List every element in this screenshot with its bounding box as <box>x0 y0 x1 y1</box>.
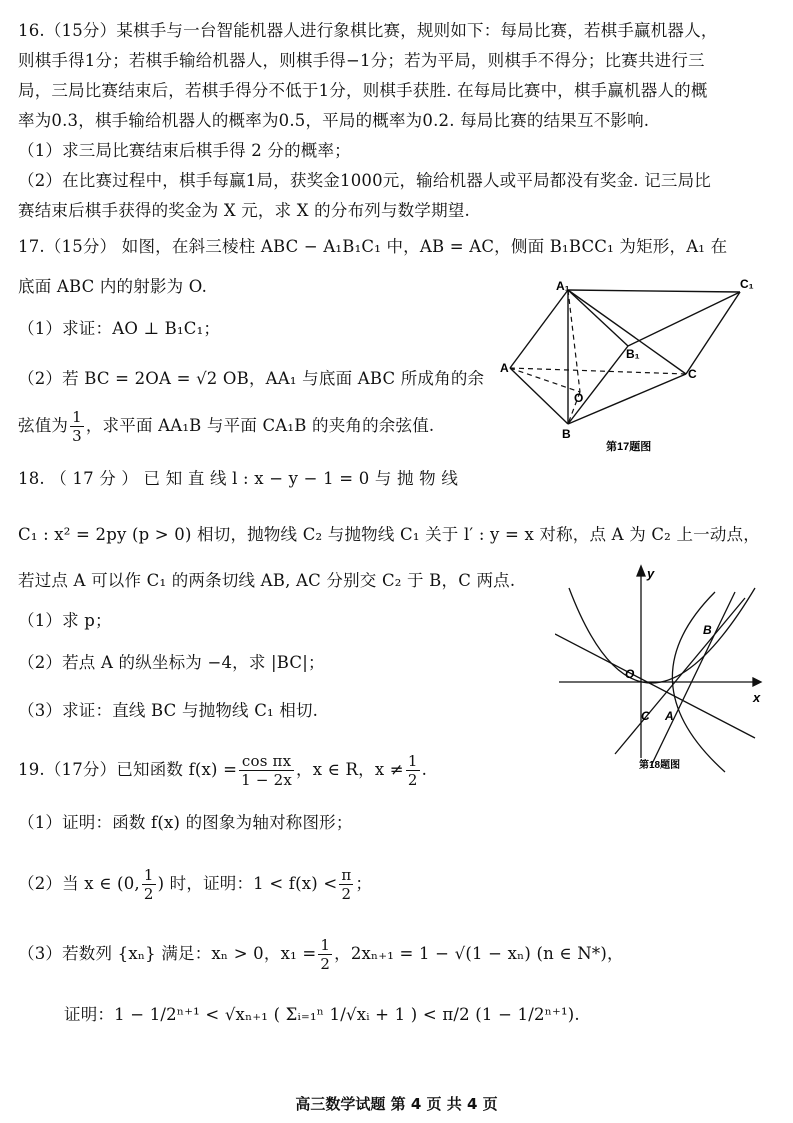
interval-fraction-num: 1 <box>143 866 154 884</box>
q19-part-3-proof: 证明：1 − 1/2ⁿ⁺¹ < √xₙ₊₁ ( Σᵢ₌₁ⁿ 1/√xᵢ + 1 ) < π/2 (1 − 1/2ⁿ⁺¹). <box>64 1005 580 1024</box>
label-B1: B₁ <box>626 347 640 361</box>
q17-line-2: 底面 ABC 内的射影为 O. <box>18 277 208 296</box>
q16-line-1: 16.（15分）某棋手与一台智能机器人进行象棋比赛，规则如下：每局比赛，若棋手赢机器人， <box>18 21 718 40</box>
label-B: B <box>562 427 571 441</box>
q16-line-4: 率为0.3，棋手输给机器人的概率为0.5，平局的概率为0.2. 每局比赛的结果互不影响. <box>18 111 650 130</box>
label-O: O <box>574 391 584 405</box>
cos-fraction-den: 3 <box>72 427 82 445</box>
label-A-18: A <box>665 709 674 723</box>
x1-fraction-num: 1 <box>320 936 331 954</box>
pi-fraction-num: π <box>341 866 352 884</box>
x1-fraction-den: 2 <box>320 955 331 973</box>
q19-line-1-post: ，x ∈ R，x ≠ <box>296 760 404 779</box>
label-O-18: O <box>625 667 635 681</box>
q18-part-2: （2）若点 A 的纵坐标为 −4，求 |BC|； <box>18 653 325 672</box>
q18-part-1: （1）求 p； <box>18 611 112 630</box>
q18-line-2: C₁ : x² = 2py (p > 0) 相切，抛物线 C₂ 与抛物线 C₁ 关于 l′ : y = x 对称，点 A 为 C₂ 上一动点， <box>18 525 760 544</box>
figure-17 <box>500 278 770 458</box>
function-fraction-den: 1 − 2x <box>241 771 292 789</box>
label-B-18: B <box>703 623 712 637</box>
q16-part-1: （1）求三局比赛结束后棋手得 2 分的概率； <box>18 141 351 160</box>
cos-fraction <box>70 408 84 445</box>
figure-18 <box>555 562 770 774</box>
q18-part-3: （3）求证：直线 BC 与抛物线 C₁ 相切. <box>18 701 319 720</box>
figure-17-svg <box>500 278 770 458</box>
q16-part-2-line-2: 赛结束后棋手获得的奖金为 X 元，求 X 的分布列与数学期望. <box>18 201 470 220</box>
interval-fraction-den: 2 <box>143 885 154 903</box>
function-fraction <box>239 752 294 789</box>
q17-part-1: （1）求证：AO ⊥ B₁C₁； <box>18 319 221 338</box>
q19-line-1 <box>18 752 427 789</box>
label-y: y <box>647 566 655 581</box>
q17-part-2b <box>18 408 434 445</box>
x1-fraction <box>318 936 332 973</box>
half-fraction-num: 1 <box>407 752 418 770</box>
q16-line-3: 局，三局比赛结束后，若棋手得分不低于1分，则棋手获胜. 在每局比赛中，棋手赢机器人的概 <box>18 81 708 100</box>
pi-fraction <box>339 866 353 903</box>
half-fraction-den: 2 <box>407 771 418 789</box>
q17-part-2b-pre: 弦值为 <box>18 416 69 435</box>
q17-line-1: 17.（15分） 如图，在斜三棱柱 ABC − A₁B₁C₁ 中，AB = AC，侧面 B₁BCC₁ 为矩形，A₁ 在 <box>18 237 728 256</box>
q18-line-3: 若过点 A 可以作 C₁ 的两条切线 AB, AC 分别交 C₂ 于 B，C 两点. <box>18 571 516 590</box>
figure-18-caption: 第18题图 <box>639 760 681 771</box>
half-fraction <box>406 752 420 789</box>
pi-fraction-den: 2 <box>341 885 352 903</box>
q16-part-2-line-1: （2）在比赛过程中，棋手每赢1局，获奖金1000元，输给机器人或平局都没有奖金. 记三局比 <box>18 171 711 190</box>
q18-line-1: 18. （ 17 分 ） 已 知 直 线 l : x − y − 1 = 0 与 抛 物 线 <box>18 469 459 488</box>
q19-part-3-post: ，2xₙ₊₁ = 1 − √(1 − xₙ) (n ∈ N*)， <box>334 944 624 963</box>
q19-part-2-pre: （2）当 x ∈ (0, <box>18 874 140 893</box>
label-A1: A₁ <box>556 279 570 293</box>
q19-line-1-end: . <box>421 760 428 779</box>
q19-part-2 <box>18 866 372 903</box>
function-fraction-num: cos πx <box>239 752 294 771</box>
label-C1: C₁ <box>740 278 754 291</box>
figure-18-svg <box>555 562 770 774</box>
label-A: A <box>500 361 509 375</box>
label-C-18: C <box>641 709 650 723</box>
q17-part-2b-post: ，求平面 AA₁B 与平面 CA₁B 的夹角的余弦值. <box>85 416 435 435</box>
page-footer: 高三数学试题 第 4 页 共 4 页 <box>295 1095 498 1113</box>
q19-line-1-pre: 19.（17分）已知函数 f(x) = <box>18 760 238 779</box>
q19-part-3 <box>18 936 624 973</box>
figure-17-caption: 第17题图 <box>606 441 652 453</box>
q19-part-3-pre: （3）若数列 {xₙ} 满足：xₙ > 0，x₁ = <box>18 944 317 963</box>
interval-fraction <box>142 866 156 903</box>
label-C: C <box>688 367 697 381</box>
label-x: x <box>753 690 761 705</box>
q17-part-2: （2）若 BC = 2OA = √2 OB，AA₁ 与底面 ABC 所成角的余 <box>18 369 485 388</box>
cos-fraction-num: 1 <box>72 408 82 426</box>
q19-part-2-mid: ) 时，证明：1 < f(x) < <box>157 874 338 893</box>
q19-part-2-end: ； <box>355 874 373 893</box>
q19-part-1: （1）证明：函数 f(x) 的图象为轴对称图形； <box>18 813 353 832</box>
q16-line-2: 则棋手得1分；若棋手输给机器人，则棋手得−1分；若为平局，则棋手不得分；比赛共进行三 <box>18 51 705 70</box>
